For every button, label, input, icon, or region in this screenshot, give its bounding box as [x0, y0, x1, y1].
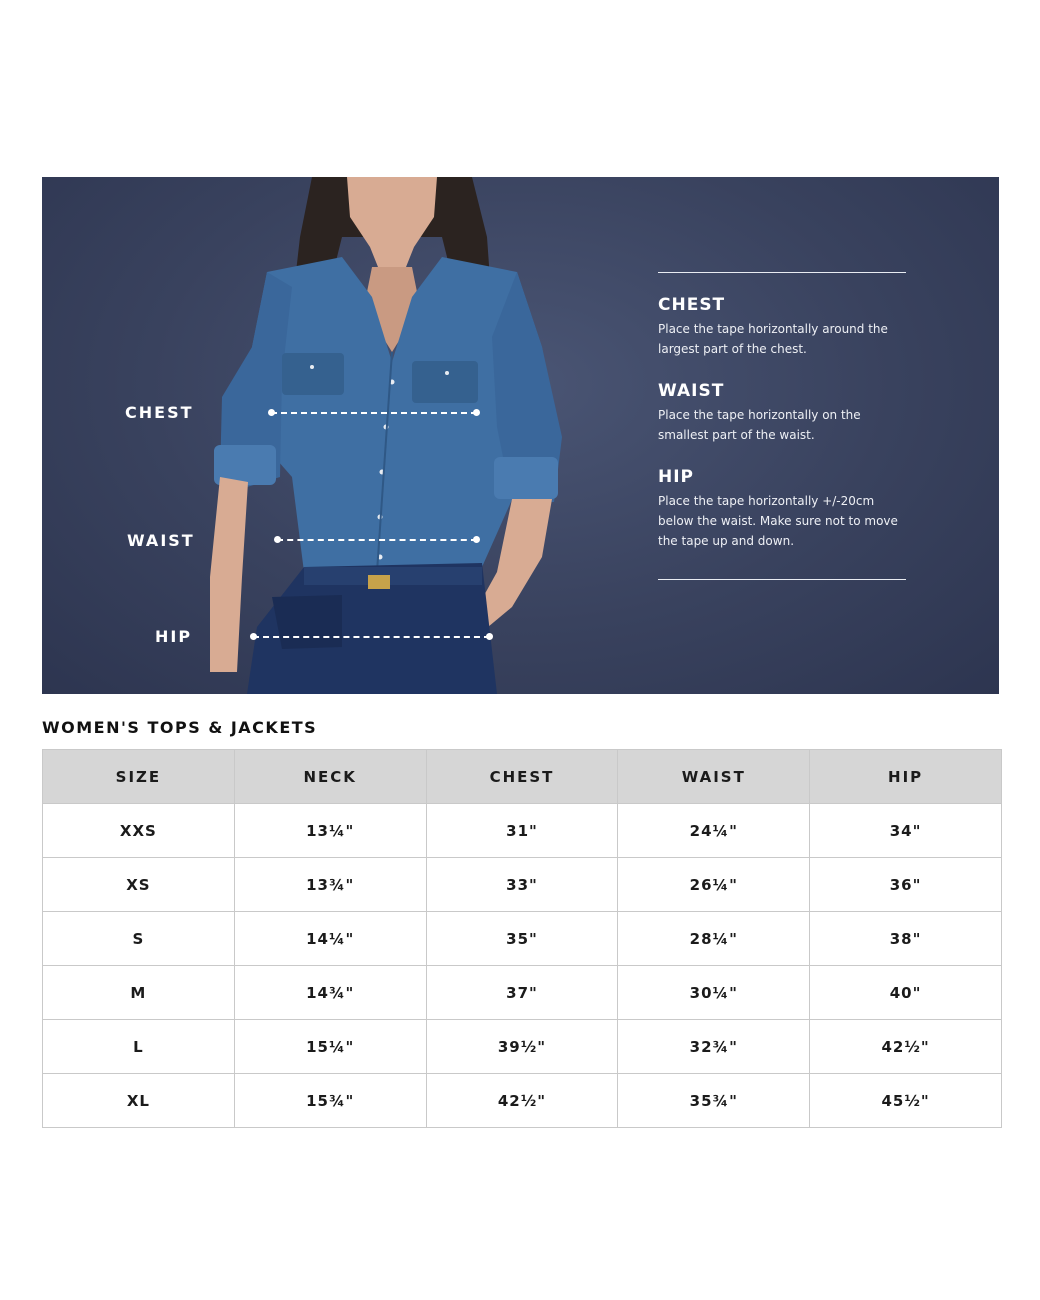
chest-label: CHEST — [125, 403, 194, 422]
waist-cell: 28¼" — [618, 912, 810, 966]
guide-waist-title: WAIST — [658, 381, 725, 401]
hip-cell: 36" — [810, 858, 1002, 912]
size-cell: L — [43, 1020, 235, 1074]
size-cell: M — [43, 966, 235, 1020]
hip-label: HIP — [155, 627, 193, 646]
guide-chest-text: Place the tape horizontally around the largest part of the chest. — [658, 322, 888, 356]
size-cell: XXS — [43, 804, 235, 858]
chest-cell: 42½" — [426, 1074, 618, 1128]
neck-cell: 14¼" — [234, 912, 426, 966]
table-row — [43, 1074, 1002, 1128]
waist-cell: 24¼" — [618, 804, 810, 858]
waist-cell: 32¾" — [618, 1020, 810, 1074]
guide-hip-text: Place the tape horizontally +/-20cm below the waist. Make sure not to move the tape up and down. — [658, 494, 898, 548]
measuring-guide — [658, 272, 906, 580]
hip-cell: 45½" — [810, 1074, 1002, 1128]
table-row — [43, 1020, 1002, 1074]
guide-chest-title: CHEST — [658, 295, 726, 315]
hip-cell: 38" — [810, 912, 1002, 966]
table-row — [43, 858, 1002, 912]
guide-hip-title: HIP — [658, 467, 695, 487]
guide-chest — [658, 295, 906, 359]
guide-waist-text: Place the tape horizontally on the smallest part of the waist. — [658, 408, 861, 442]
guide-bottom-divider — [658, 579, 906, 580]
waist-cell: 35¾" — [618, 1074, 810, 1128]
chest-cell: 31" — [426, 804, 618, 858]
chest-cell: 33" — [426, 858, 618, 912]
waist-cell: 26¼" — [618, 858, 810, 912]
neck-cell: 15¼" — [234, 1020, 426, 1074]
table-row — [43, 804, 1002, 858]
neck-cell: 13¼" — [234, 804, 426, 858]
measurement-banner — [42, 177, 999, 694]
chest-measure-line — [271, 412, 477, 414]
hip-cell: 42½" — [810, 1020, 1002, 1074]
hip-cell: 40" — [810, 966, 1002, 1020]
chest-cell: 35" — [426, 912, 618, 966]
guide-hip — [658, 467, 906, 551]
size-table-title: WOMEN'S TOPS & JACKETS — [42, 718, 318, 737]
header-neck: NECK — [234, 750, 426, 804]
size-cell: XL — [43, 1074, 235, 1128]
guide-top-divider — [658, 272, 906, 273]
header-size: SIZE — [43, 750, 235, 804]
header-waist: WAIST — [618, 750, 810, 804]
size-chart-table — [42, 749, 1002, 1128]
guide-waist — [658, 381, 906, 445]
hip-measure-line — [253, 636, 490, 638]
header-hip: HIP — [810, 750, 1002, 804]
size-cell: XS — [43, 858, 235, 912]
waist-label: WAIST — [127, 531, 195, 550]
table-header-row — [43, 750, 1002, 804]
header-chest: CHEST — [426, 750, 618, 804]
table-row — [43, 912, 1002, 966]
neck-cell: 15¾" — [234, 1074, 426, 1128]
chest-cell: 39½" — [426, 1020, 618, 1074]
chest-cell: 37" — [426, 966, 618, 1020]
waist-measure-line — [277, 539, 477, 541]
waist-cell: 30¼" — [618, 966, 810, 1020]
hip-cell: 34" — [810, 804, 1002, 858]
table-row — [43, 966, 1002, 1020]
neck-cell: 14¾" — [234, 966, 426, 1020]
size-cell: S — [43, 912, 235, 966]
neck-cell: 13¾" — [234, 858, 426, 912]
